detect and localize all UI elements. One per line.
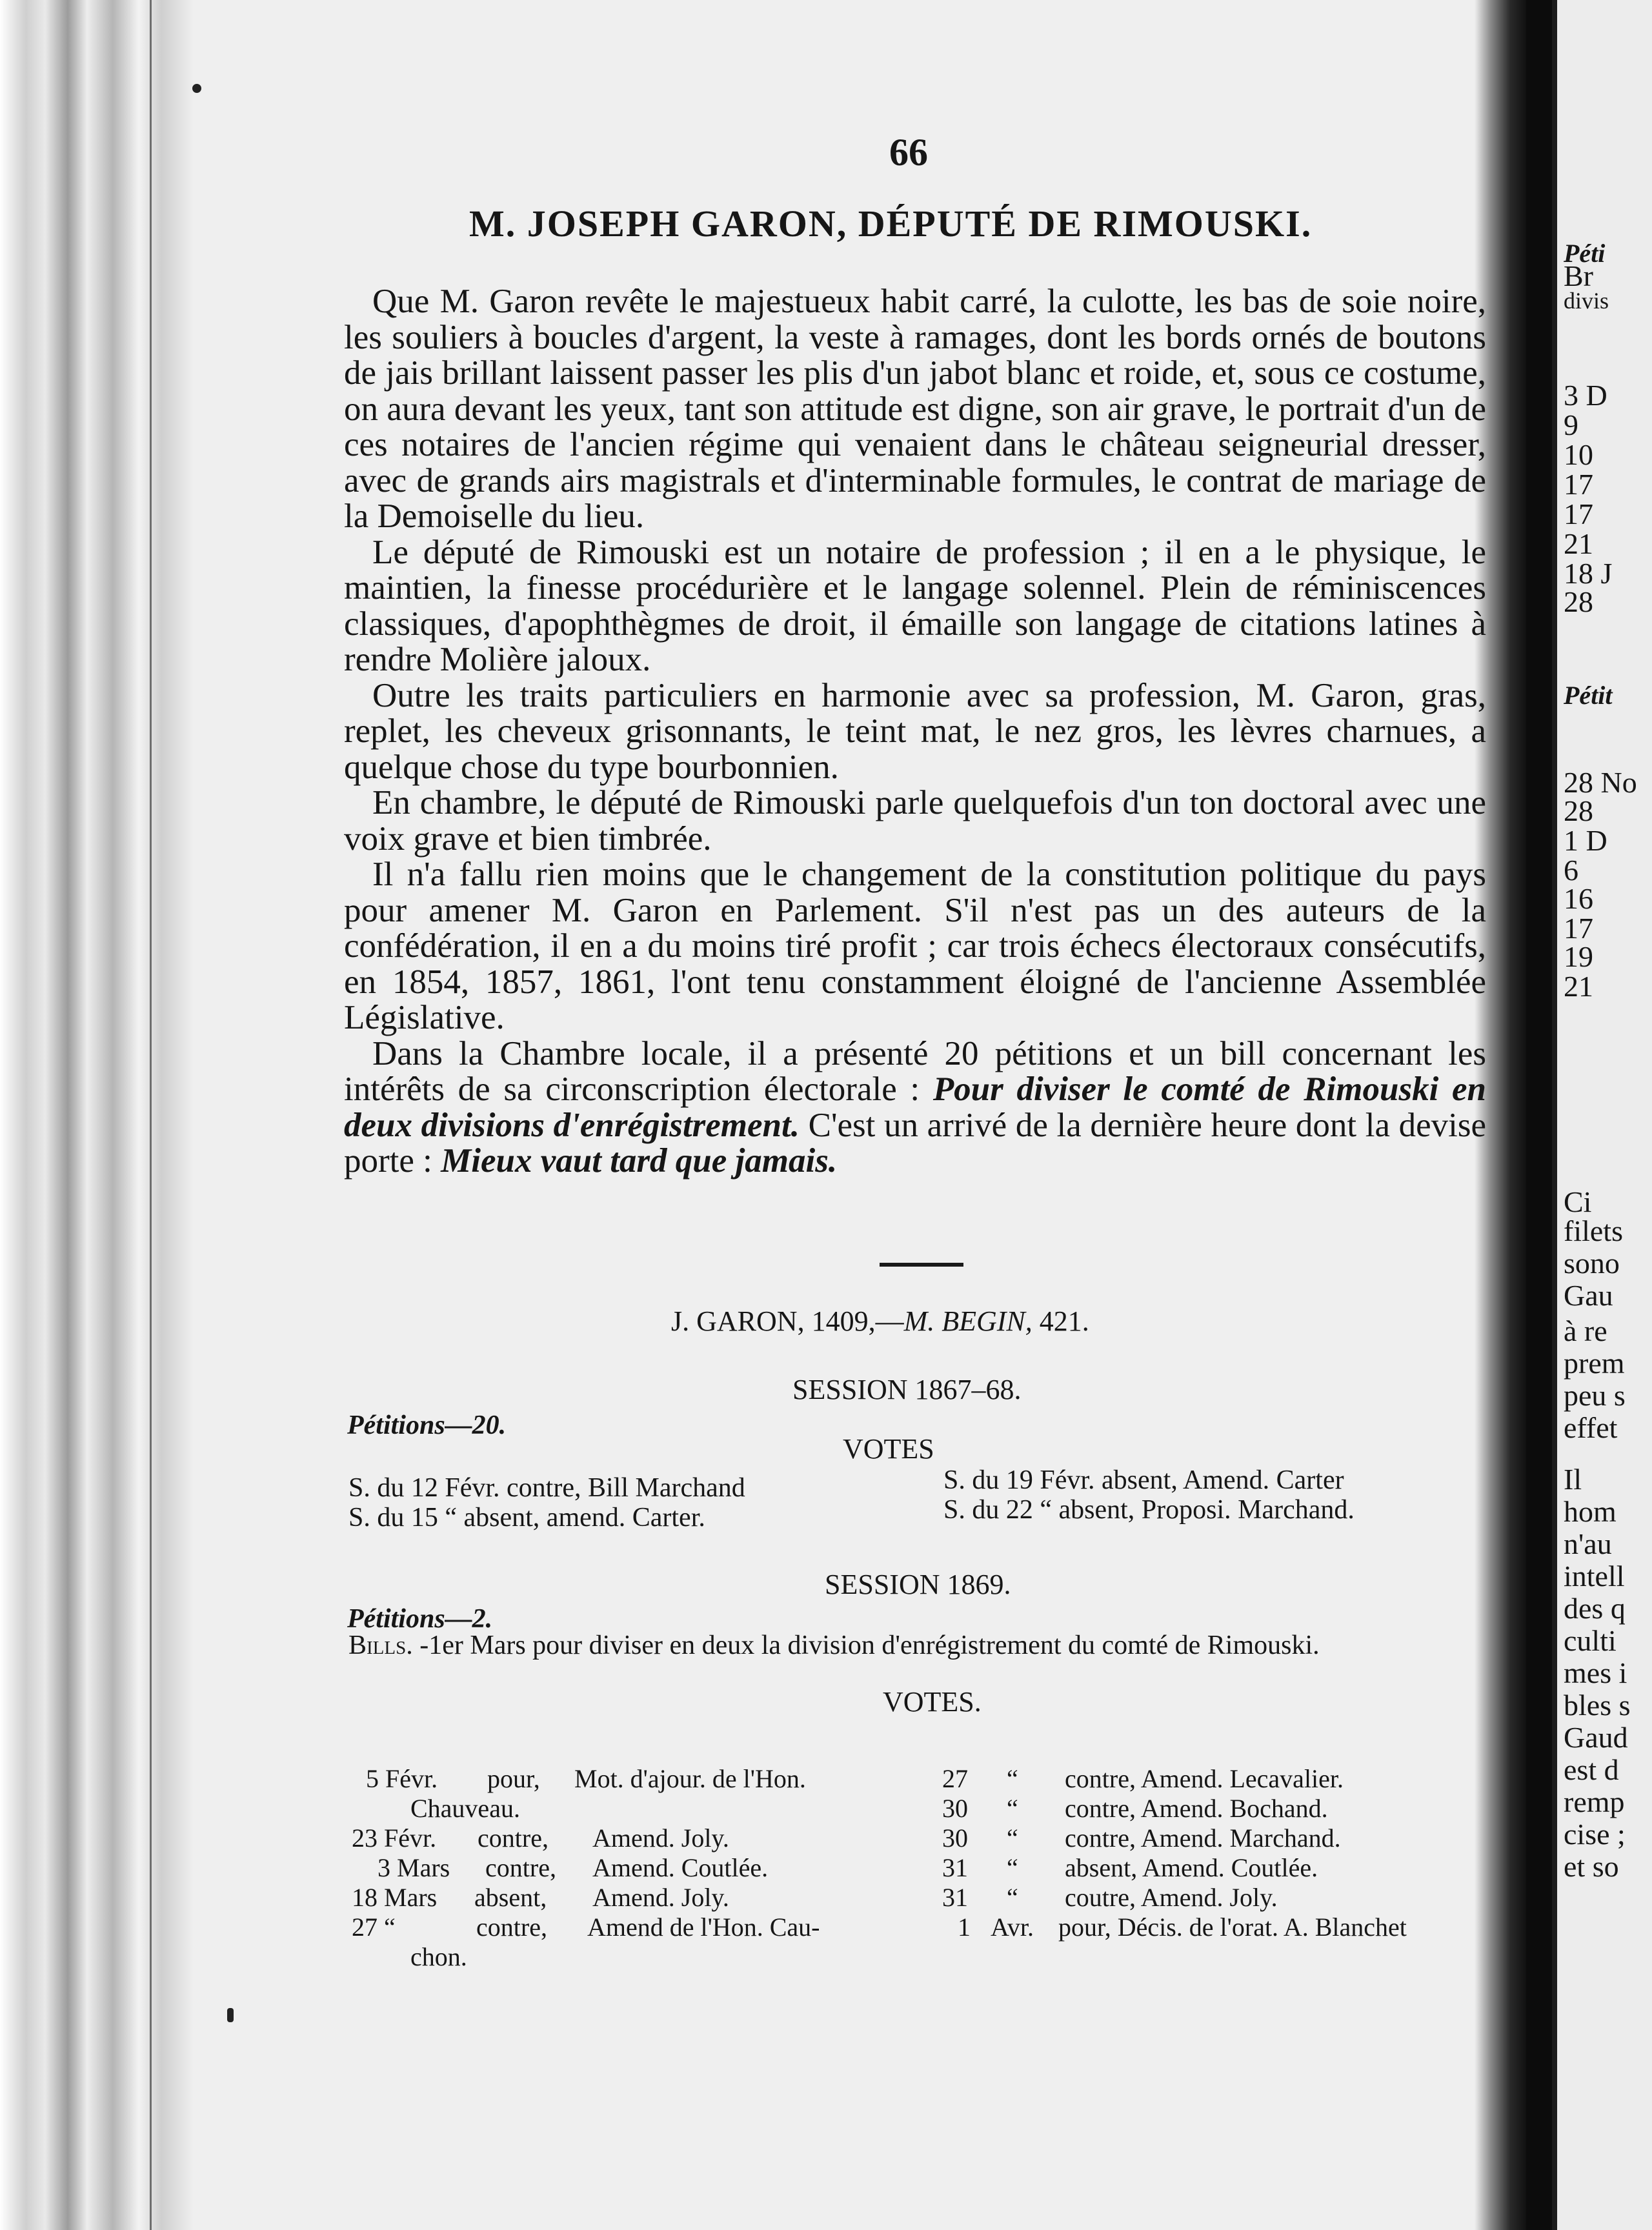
adjacent-page-fragment: Ci: [1564, 1185, 1592, 1218]
session-heading: SESSION 1869.: [825, 1569, 1011, 1600]
adjacent-page-fragment: 28: [1564, 585, 1593, 618]
adjacent-page-fragment: prem: [1564, 1347, 1625, 1380]
vote-date: 30: [942, 1823, 968, 1853]
adjacent-page-fragment: des q: [1564, 1592, 1626, 1625]
paragraph: Il n'a fallu rien moins que le changement de la constitution politique du pays pour amener M. Garon en Parlement. S'il n'est pas un des auteurs de la confédération, il en a du moins tiré profit ; car trois échecs électoraux consécutifs, en 1854, 1857, 1861, l'ont tenu constamment éloigné de l'ancienne Assemblée Législative.: [344, 856, 1486, 1036]
vote-date: 18 Mars: [352, 1883, 438, 1912]
vote-value: contre,: [485, 1853, 556, 1882]
adjacent-page-fragment: 19: [1564, 940, 1593, 973]
adjacent-page-fragment: est d: [1564, 1753, 1619, 1786]
vote-value: chon.: [410, 1942, 467, 1971]
adjacent-page-fragment: 28 No: [1564, 766, 1637, 799]
adjacent-page-fragment: filets: [1564, 1214, 1623, 1247]
vote-value: contre,: [476, 1913, 547, 1942]
adjacent-page-fragment: peu s: [1564, 1379, 1626, 1412]
vote-date: 27 “: [352, 1913, 396, 1942]
adjacent-page-fragment: 10: [1564, 438, 1593, 471]
adjacent-page-fragment: 17: [1564, 468, 1593, 501]
paragraph-text: Dans la Chambre locale, il a présenté 20 pétitions et un bill concernant les intérêts de sa circonscription électorale :: [344, 1034, 1486, 1108]
bill-title: Pour diviser le comté de Rimouski en deux divisions d'enrégistrement.: [344, 1070, 1486, 1144]
bills-text: -1er Mars pour diviser en deux la division d'enrégistrement du comté de Rimouski.: [412, 1631, 1320, 1660]
adjacent-page-fragment: mes i: [1564, 1656, 1627, 1689]
ink-speck: [192, 84, 201, 93]
adjacent-page-fragment: effet: [1564, 1411, 1618, 1444]
adjacent-page-fragment: n'au: [1564, 1527, 1612, 1560]
adjacent-page-fragment: Péti: [1564, 239, 1606, 268]
paragraph: Le député de Rimouski est un notaire de profession ; il en a le physique, le maintien, la finesse procédurière et le langage solennel. Plein de réminiscences classiques, d'apophthègmes de droit, il émaille son langage de citations latines à rendre Molière jaloux.: [344, 533, 1486, 678]
biography-text: [344, 284, 1486, 1180]
vote-ditto: “: [1007, 1764, 1018, 1793]
adjacent-page-fragment: 28: [1564, 794, 1593, 827]
vote-value: contre,: [478, 1823, 549, 1853]
bills-label: Bills.: [348, 1631, 413, 1660]
adjacent-page-fragment: 6: [1564, 854, 1578, 887]
vote-entry: S. du 12 Févr. contre, Bill Marchand: [348, 1473, 745, 1503]
adjacent-page-fragment: 3 D: [1564, 379, 1607, 412]
paragraph-text: C'est un arrivé de la dernière heure dont la devise porte :: [344, 1106, 1486, 1180]
vote-ditto: “: [1007, 1823, 1018, 1853]
bills-entry: [348, 1629, 1497, 1662]
adjacent-page-fragment: 9: [1564, 408, 1578, 441]
vote-subject: Amend. Joly.: [592, 1823, 729, 1853]
vote-text: coutre, Amend. Joly.: [1065, 1883, 1278, 1912]
vote-ditto: “: [1007, 1883, 1018, 1912]
adjacent-page-fragment: 21: [1564, 970, 1593, 1003]
adjacent-page-fragment: divis: [1564, 288, 1609, 314]
adjacent-page-fragment: à re: [1564, 1314, 1607, 1347]
paragraph: [344, 1036, 1486, 1180]
session-heading: SESSION 1867–68.: [792, 1374, 1022, 1405]
adjacent-page-fragment: intell: [1564, 1560, 1625, 1592]
adjacent-page-fragment: bles s: [1564, 1689, 1631, 1722]
vote-subject: Amend de l'Hon. Cau-: [587, 1913, 820, 1942]
paragraph: Outre les traits particuliers en harmonie avec sa profession, M. Garon, gras, replet, les cheveux grisonnants, le teint mat, le nez gros, les lèvres charnues, a quelque chose du type bourbonnien.: [344, 676, 1486, 786]
adjacent-page-fragment: hom: [1564, 1495, 1617, 1528]
vote-text: contre, Amend. Bochand.: [1065, 1794, 1328, 1823]
vote-value: absent,: [474, 1883, 547, 1912]
adjacent-page-fragment: cise ;: [1564, 1818, 1626, 1851]
vote-date: 1: [958, 1913, 971, 1942]
votes-heading: VOTES: [843, 1433, 934, 1465]
adjacent-page-fragment: Pétit: [1564, 681, 1613, 710]
adjacent-page-fragment: Gaud: [1564, 1721, 1628, 1754]
paragraph: Que M. Garon revête le majestueux habit carré, la culotte, les bas de soie noire, les souliers à boucles d'argent, la veste à ramages, dont les bords ornés de boutons de jais brillant laissent passer les plis d'un jabot blanc et roide, et, sous ce costume, on aura devant les yeux, tant son attitude est digne, son air grave, le portrait d'un de ces notaires de l'ancien régime qui venaient dans le château seigneurial dresser, avec de grands airs magistrals et d'interminable formules, le contrat de mariage de la Demoiselle du lieu.: [344, 283, 1486, 535]
vote-date: 23 Févr.: [352, 1823, 437, 1853]
petitions-count: Pétitions—2.: [347, 1604, 493, 1634]
page-gutter: [0, 0, 194, 2230]
loser-votes: 421.: [1032, 1305, 1089, 1337]
adjacent-page-fragment: culti: [1564, 1624, 1617, 1657]
vote-subject: Amend. Coutlée.: [592, 1853, 769, 1882]
vote-value: Chauveau.: [410, 1794, 520, 1823]
adjacent-page-fragment: 1 D: [1564, 824, 1607, 857]
vote-ditto: “: [1007, 1794, 1018, 1823]
vote-date: 5 Févr.: [366, 1764, 438, 1793]
vote-entry: S. du 15 “ absent, amend. Carter.: [348, 1503, 705, 1532]
adjacent-page-fragment: remp: [1564, 1785, 1625, 1818]
vote-date: 3 Mars: [378, 1853, 450, 1882]
page-number: 66: [889, 131, 928, 174]
adjacent-page-fragment: Gau: [1564, 1279, 1613, 1312]
petitions-count: Pétitions—20.: [347, 1411, 507, 1440]
vote-text: contre, Amend. Marchand.: [1065, 1823, 1341, 1853]
vote-value: pour,: [487, 1764, 540, 1793]
motto: Mieux vaut tard que jamais.: [441, 1142, 838, 1180]
adjacent-page-fragment: 21: [1564, 527, 1593, 560]
adjacent-page-fragment: Il: [1564, 1463, 1582, 1496]
adjacent-page-fragment: 17: [1564, 912, 1593, 945]
vote-ditto: “: [1007, 1853, 1018, 1882]
vote-text: pour, Décis. de l'orat. A. Blanchet: [1058, 1913, 1407, 1942]
winner: J. GARON, 1409,—: [671, 1305, 904, 1337]
adjacent-page-fragment: 16: [1564, 882, 1593, 915]
vote-text: contre, Amend. Lecavalier.: [1065, 1764, 1344, 1793]
loser: M. BEGIN,: [903, 1305, 1032, 1337]
vote-subject: Amend. Joly.: [592, 1883, 729, 1912]
vote-date: 27: [942, 1764, 968, 1793]
adjacent-page-fragment: 17: [1564, 497, 1593, 530]
vote-subject: Mot. d'ajour. de l'Hon.: [574, 1764, 806, 1793]
vote-date: 31: [942, 1853, 968, 1882]
adjacent-page-fragment: 18 J: [1564, 557, 1613, 590]
election-result: [671, 1305, 1089, 1338]
adjacent-page-fragment: et so: [1564, 1850, 1619, 1883]
paragraph: En chambre, le député de Rimouski parle quelquefois d'un ton doctoral avec une voix grave et bien timbrée.: [344, 784, 1486, 858]
vote-text: absent, Amend. Coutlée.: [1065, 1853, 1318, 1882]
page-title: M. JOSEPH GARON, DÉPUTÉ DE RIMOUSKI.: [469, 203, 1313, 245]
votes-heading: VOTES.: [883, 1686, 982, 1718]
adjacent-page: [1552, 0, 1652, 2230]
vote-date: 31: [942, 1883, 968, 1912]
ink-speck: [227, 2008, 234, 2022]
adjacent-page-fragment: sono: [1564, 1247, 1620, 1280]
vote-date: 30: [942, 1794, 968, 1823]
vote-month: Avr.: [991, 1913, 1034, 1942]
adjacent-page-fragment: Br: [1564, 259, 1593, 292]
vote-entry: S. du 19 Févr. absent, Amend. Carter: [943, 1465, 1344, 1495]
vote-entry: S. du 22 “ absent, Proposi. Marchand.: [943, 1495, 1355, 1525]
gutter-line: [150, 0, 152, 2230]
section-separator: [880, 1263, 963, 1267]
